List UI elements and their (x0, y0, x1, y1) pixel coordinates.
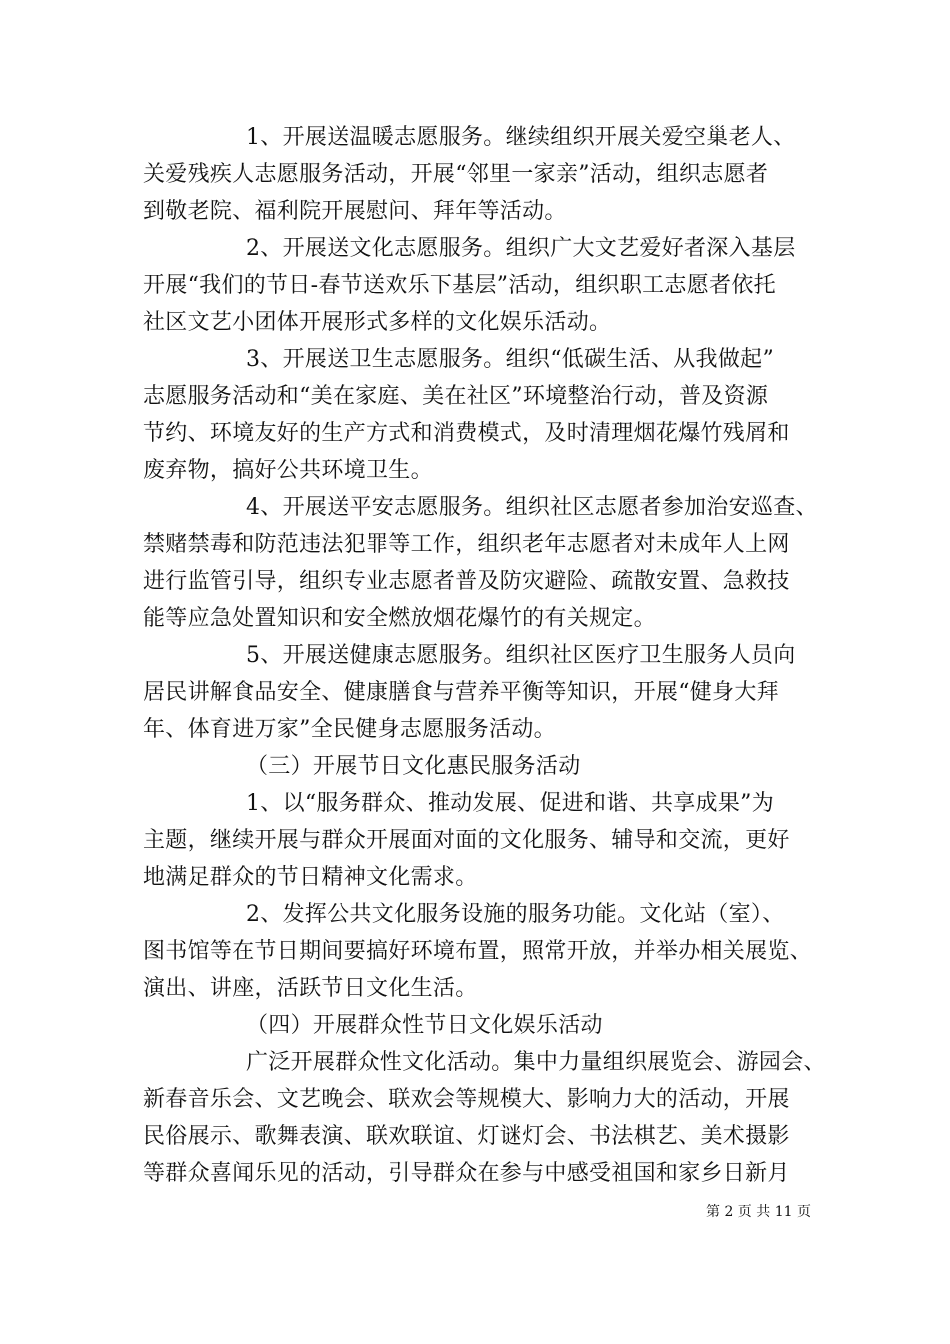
text-line: 1、以“服务群众、推动发展、促进和谐、共享成果”为 (246, 791, 774, 816)
text-line: 演出、讲座，活跃节日文化生活。 (143, 976, 478, 1001)
text-line: 1、开展送温暖志愿服务。继续组织开展关爱空巢老人、 (246, 125, 796, 150)
text-line: 社区文艺小团体开展形式多样的文化娱乐活动。 (143, 310, 612, 335)
text-line: 民俗展示、歌舞表演、联欢联谊、灯谜灯会、书法棋艺、美术摄影 (143, 1124, 790, 1149)
text-line: 废弃物，搞好公共环境卫生。 (143, 458, 433, 483)
text-line: 关爱残疾人志愿服务活动，开展“邻里一家亲”活动，组织志愿者 (143, 162, 769, 187)
text-line: 2、发挥公共文化服务设施的服务功能。文化站（室）、 (246, 902, 785, 927)
text-line: 图书馆等在节日期间要搞好环境布置，照常开放，并举办相关展览、 (143, 939, 813, 964)
text-line: 志愿服务活动和“美在家庭、美在社区”环境整治行动，普及资源 (143, 384, 769, 409)
page-number-footer: 第 2 页 共 11 页 (706, 1204, 811, 1220)
text-line: 4、开展送平安志愿服务。组织社区志愿者参加治安巡查、 (246, 495, 818, 520)
text-line: 节约、环境友好的生产方式和消费模式，及时清理烟花爆竹残屑和 (143, 421, 790, 446)
text-line: 禁赌禁毒和防范违法犯罪等工作，组织老年志愿者对未成年人上网 (143, 532, 790, 557)
text-line: 主题，继续开展与群众开展面对面的文化服务、辅导和交流，更好 (143, 828, 790, 853)
text-line: 到敬老院、福利院开展慰问、拜年等活动。 (143, 199, 567, 224)
text-line: 广泛开展群众性文化活动。集中力量组织展览会、游园会、 (246, 1050, 826, 1075)
text-line: 进行监管引导，组织专业志愿者普及防灾避险、疏散安置、急救技 (143, 569, 790, 594)
text-line: 开展“我们的节日-春节送欢乐下基层”活动，组织职工志愿者依托 (143, 273, 776, 298)
text-line: 年、体育进万家”全民健身志愿服务活动。 (143, 717, 556, 742)
text-line: 3、开展送卫生志愿服务。组织“低碳生活、从我做起” (246, 347, 774, 372)
text-line: 新春音乐会、文艺晚会、联欢会等规模大、影响力大的活动，开展 (143, 1087, 790, 1112)
text-line: 5、开展送健康志愿服务。组织社区医疗卫生服务人员向 (246, 643, 796, 668)
section-heading: （四）开展群众性节日文化娱乐活动 (246, 1013, 603, 1038)
text-line: 居民讲解食品安全、健康膳食与营养平衡等知识，开展“健身大拜 (143, 680, 779, 705)
section-heading: （三）开展节日文化惠民服务活动 (246, 754, 581, 779)
text-line: 能等应急处置知识和安全燃放烟花爆竹的有关规定。 (143, 606, 656, 631)
text-line: 等群众喜闻乐见的活动，引导群众在参与中感受祖国和家乡日新月 (143, 1161, 790, 1186)
text-line: 地满足群众的节日精神文化需求。 (143, 865, 478, 890)
text-line: 2、开展送文化志愿服务。组织广大文艺爱好者深入基层 (246, 236, 796, 261)
